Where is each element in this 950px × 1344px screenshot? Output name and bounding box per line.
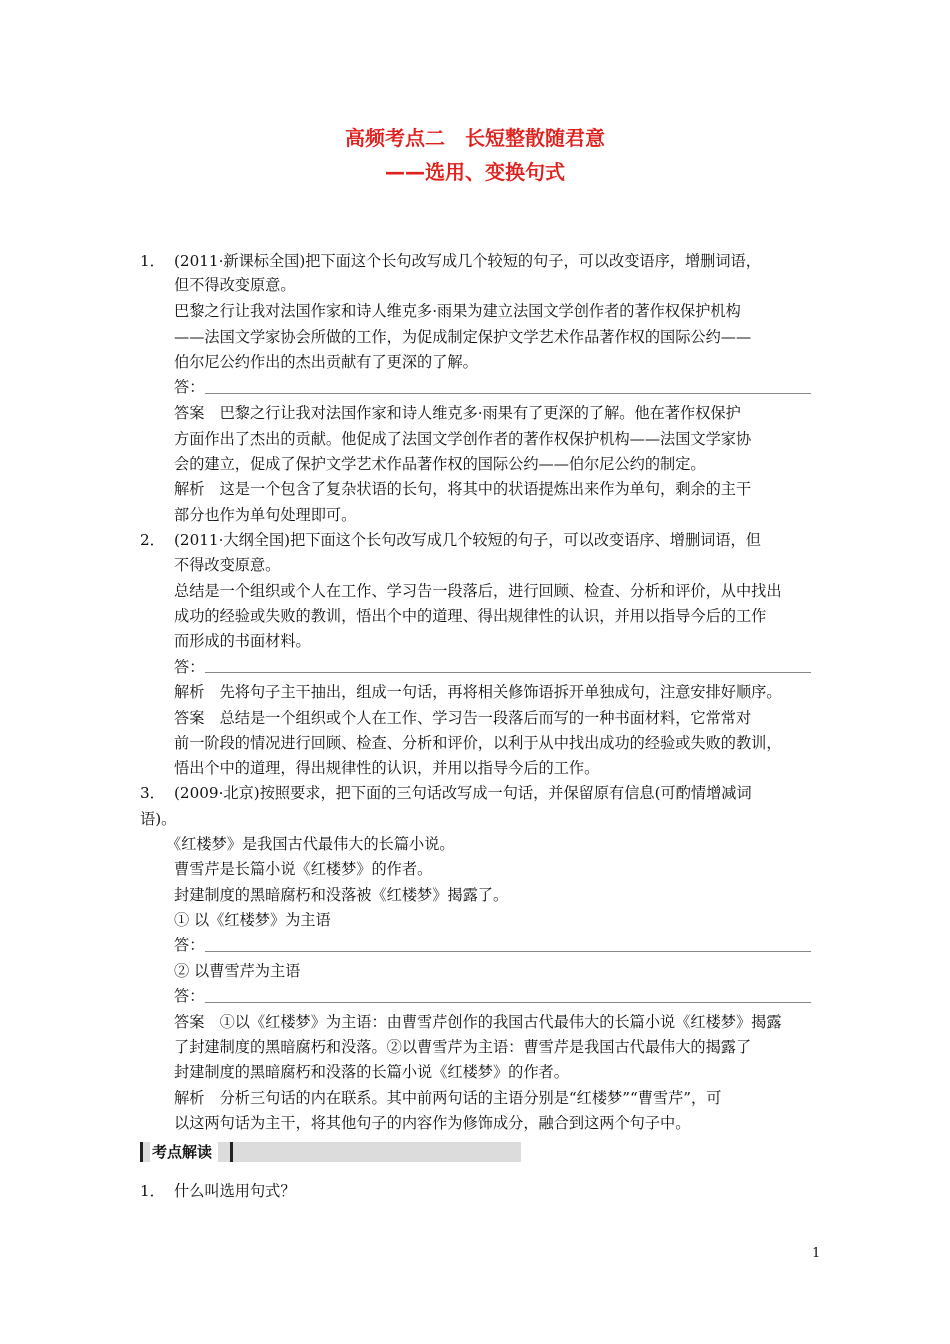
question-text: 伯尔尼公约作出的杰出贡献有了更深的了解。 [174, 353, 478, 371]
topic-text: 什么叫选用句式？ [174, 1182, 296, 1200]
answer-label: 答： [174, 378, 205, 396]
question-text: (2009·北京)按照要求，把下面的三句话改写成一句话，并保留原有信息(可酌情增减词 [174, 784, 752, 802]
section-bar-right [230, 1142, 233, 1162]
given-sentence: 封建制度的黑暗腐朽和没落被《红楼梦》揭露了。 [174, 886, 509, 904]
explanation-text: 以这两句话为主干，将其他句子的内容作为修饰成分，融合到这两个句子中。 [174, 1114, 691, 1132]
question-number: 3． [140, 784, 165, 802]
explanation-text: 部分也作为单句处理即可。 [174, 506, 357, 524]
explanation-text: 答案 总结是一个组织或个人在工作、学习告一段落后而写的一种书面材料，它常常对 [174, 709, 752, 727]
explanation-text: 答案 ①以《红楼梦》为主语：由曹雪芹创作的我国古代最伟大的长篇小说《红楼梦》揭露 [174, 1013, 782, 1031]
explanation-text: 前一阶段的情况进行回顾、检查、分析和评价，以利于从中找出成功的经验或失败的教训， [174, 734, 782, 752]
question-text: 不得改变原意。 [174, 556, 281, 574]
question-text: 总结是一个组织或个人在工作、学习告一段落后，进行回顾、检查、分析和评价，从中找出 [174, 582, 782, 600]
section-bar-left [140, 1142, 143, 1162]
question-text: 而形成的书面材料。 [174, 632, 311, 650]
explanation-text: 封建制度的黑暗腐朽和没落的长篇小说《红楼梦》的作者。 [174, 1063, 569, 1081]
explanation-text: 解析 这是一个包含了复杂状语的长句，将其中的状语提炼出来作为单句，剩余的主干 [174, 480, 752, 498]
question-text: ——法国文学家协会所做的工作，为促成制定保护文学艺术作品著作权的国际公约—— [174, 328, 752, 346]
explanation-text: 答案 巴黎之行让我对法国作家和诗人维克多·雨果有了更深的了解。他在著作权保护 [174, 404, 741, 422]
question-number: 1． [140, 252, 165, 270]
section-header [140, 1142, 521, 1162]
answer-line [205, 951, 811, 952]
question-text: 成功的经验或失败的教训，悟出个中的道理、得出规律性的认识，并用以指导今后的工作 [174, 607, 767, 625]
question-text: 巴黎之行让我对法国作家和诗人维克多·雨果为建立法国文学创作者的著作权保护机构 [174, 302, 741, 320]
given-sentence: 曹雪芹是长篇小说《红楼梦》的作者。 [174, 860, 433, 878]
topic-number: 1． [140, 1182, 165, 1200]
answer-label: 答： [174, 936, 205, 954]
answer-label: 答： [174, 658, 205, 676]
page-number: 1 [812, 1246, 821, 1261]
question-text: 语)。 [140, 810, 177, 828]
question-text: 但不得改变原意。 [174, 276, 296, 294]
page-subtitle: ——选用、变换句式 [385, 160, 565, 184]
question-text: (2011·大纲全国)把下面这个长句改写成几个较短的句子，可以改变语序、增删词语，但 [174, 531, 761, 549]
page-title: 高频考点二 长短整散随君意 [345, 126, 605, 150]
answer-line [205, 672, 811, 673]
answer-line [205, 1002, 811, 1003]
answer-label: 答： [174, 987, 205, 1005]
answer-line [205, 393, 811, 394]
explanation-text: 方面作出了杰出的贡献。他促成了法国文学创作者的著作权保护机构——法国文学家协 [174, 430, 752, 448]
question-text: (2011·新课标全国)把下面这个长句改写成几个较短的句子，可以改变语序，增删词语， [174, 252, 761, 270]
sub-question: ② 以曹雪芹为主语 [174, 962, 301, 980]
explanation-text: 了封建制度的黑暗腐朽和没落。②以曹雪芹为主语：曹雪芹是我国古代最伟大的揭露了 [174, 1038, 752, 1056]
explanation-text: 解析 先将句子主干抽出，组成一句话，再将相关修饰语拆开单独成句，注意安排好顺序。 [174, 683, 782, 701]
explanation-text: 会的建立，促成了保护文学艺术作品著作权的国际公约——伯尔尼公约的制定。 [174, 455, 706, 473]
sub-question: ① 以《红楼梦》为主语 [174, 911, 331, 929]
given-sentence: 《红楼梦》是我国古代最伟大的长篇小说。 [166, 835, 455, 853]
section-label: 考点解读 [150, 1142, 218, 1162]
explanation-text: 解析 分析三句话的内在联系。其中前两句话的主语分别是“红楼梦”“曹雪芹”，可 [174, 1089, 722, 1107]
question-number: 2． [140, 531, 165, 549]
explanation-text: 悟出个中的道理，得出规律性的认识，并用以指导今后的工作。 [174, 759, 600, 777]
